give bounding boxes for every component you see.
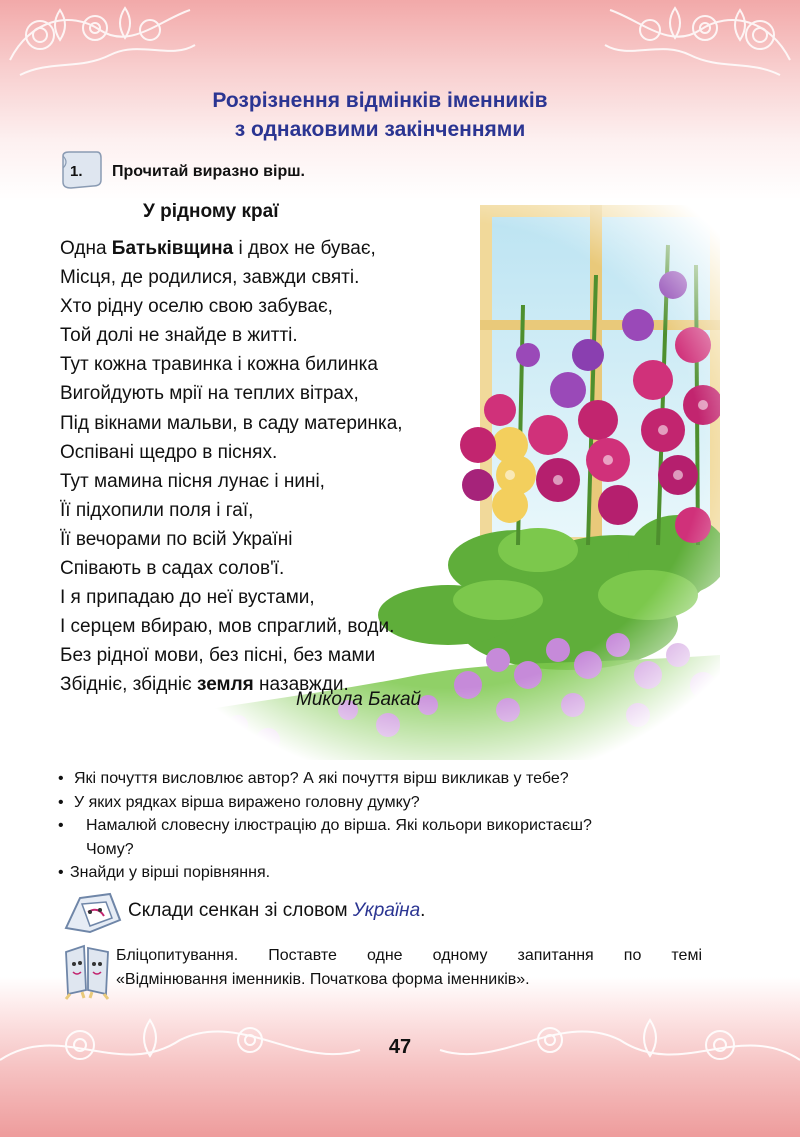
poem-line: Збідніє, збідніє земля назавжди. [60,674,349,696]
poem-line: Вигойдують мрії на теплих вітрах, [60,383,359,405]
task-number: 1. [70,163,83,180]
poem-line: Без рідної мови, без пісні, без мами [60,645,376,667]
poem-line: Той долі не знайде в житті. [60,325,298,347]
poem-line: Під вікнами мальви, в саду материнка, [60,412,403,434]
pair-work-icon [60,942,114,1000]
poem-line: Її вечорами по всій Україні [60,528,293,550]
question-item: • Знайди у вірші порівняння. [58,864,271,881]
poem-line: Її підхопили поля і гаї, [60,499,254,521]
question-item: • Намалюй словесну ілюстрацію до вірша. Які кольори використаєш? Чому? [58,817,592,858]
page-title [80,86,680,144]
poem-line: Хто рідну оселю свою забуває, [60,296,333,318]
poem-text [60,234,470,700]
page-number: 47 [388,1036,412,1058]
page-title-line-1: Розрізнення відмінків іменників [212,89,548,112]
lace-ornament-top-right [600,0,800,90]
question-list [58,767,718,885]
pencil-paper-icon [60,890,126,936]
poem-line: Одна Батьківщина і двох не буває, [60,238,376,259]
poem-line: І я припадаю до неї вустами, [60,587,315,609]
question-item: • Які почуття висловлює автор? А які почуття вірш викликав у тебе? [58,770,569,787]
task-instruction: Прочитай виразно вірш. [112,163,305,180]
poem-line: Тут кожна травинка і кожна билинка [60,354,378,376]
question-item: • У яких рядках вірша виражено головну думку? [58,793,420,811]
poem-author: Микола Бакай [296,689,422,710]
lace-ornament-top-left [0,0,200,90]
page-title-line-2: з однаковими закінченнями [234,118,526,141]
poem-line: Місця, де родилися, завжди святі. [60,267,360,289]
task-blitz-questions: Бліцопитування. Поставте одне одному запитання по темі «Відмінювання іменників. Початкова форма іменників». [116,947,702,988]
poem-line: Оспівані щедро в піснях. [60,441,278,463]
poem-title: У рідному краї [143,201,279,222]
poem-line: Тут мамина пісня лунає і нині, [60,470,325,492]
poem-line: І серцем вбираю, мов спраглий, води. [60,616,395,638]
poem-line: Співають в садах солов'ї. [60,558,285,580]
highlighted-word: Україна [352,900,421,921]
task-sencan: Склади сенкан зі словом Україна. [128,900,426,921]
